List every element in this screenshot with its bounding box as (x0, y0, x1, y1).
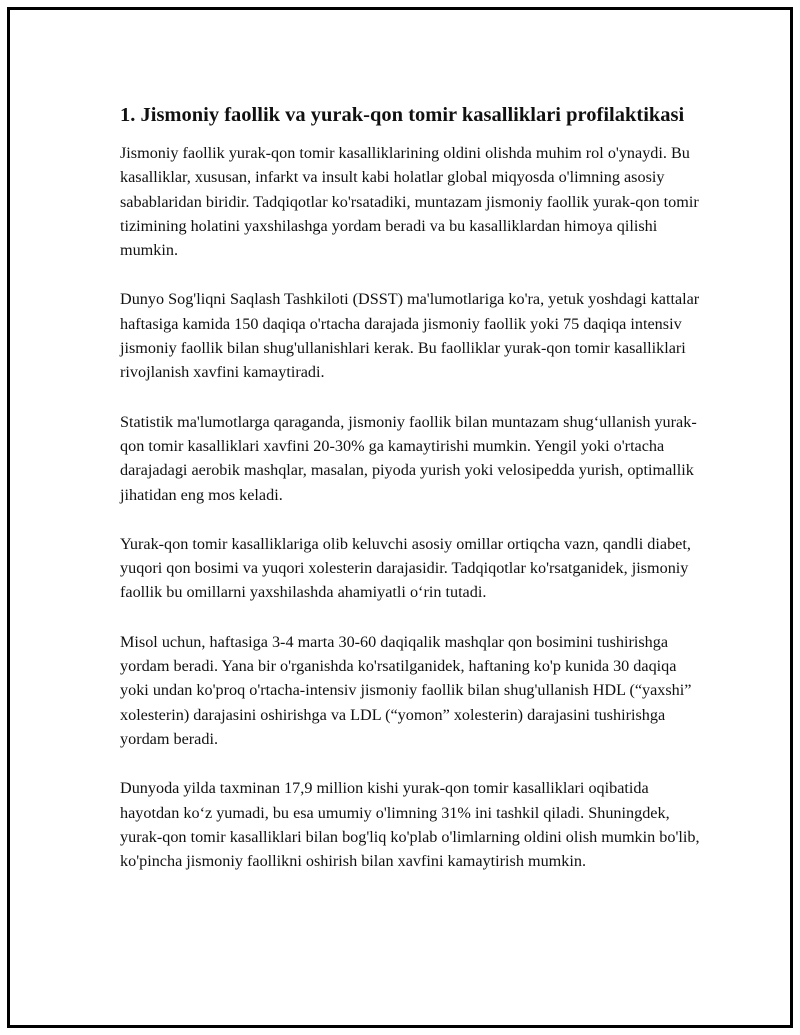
paragraph-mortality: Dunyoda yilda taxminan 17,9 million kishi yurak-qon tomir kasalliklari oqibatida hayotdan ko‘z yumadi, bu esa umumiy o'limning 31% ini tashkil qiladi. Shuningdek, yurak-qon tomir kasalliklari bilan bog'liq ko'plab o'limlarning oldini olish mumkin bo'lib, ko'pincha jismoniy faollikni oshirish bilan xavfini kamaytirish mumkin. (120, 779, 700, 871)
paragraph-intro: Jismoniy faollik yurak-qon tomir kasalliklarining oldini olishda muhim rol o'ynaydi. Bu kasalliklar, xususan, infarkt va insult kabi holatlar global miqyosda o'limning asosiy sabablaridan biridir. Tadqiqotlar ko'rsatadiki, muntazam jismoniy faollik yurak-qon tomir tizimining holatini yaxshilashga yordam beradi va bu kasalliklardan himoya qilishi mumkin. (120, 144, 699, 260)
document-body (120, 102, 700, 898)
page-frame (7, 7, 793, 1028)
paragraph-statistics: Statistik ma'lumotlarga qaraganda, jismoniy faollik bilan muntazam shug‘ullanish yurak-qon tomir kasalliklari xavfini 20-30% ga kamaytirishi mumkin. Yengil yoki o'rtacha darajadagi aerobik mashqlar, masalan, piyoda yurish yoki velosipedda yurish, optimallik jihatidan eng mos keladi. (120, 412, 697, 504)
paragraph-risk-factors: Yurak-qon tomir kasalliklariga olib keluvchi asosiy omillar ortiqcha vazn, qandli diabet, yuqori qon bosimi va yuqori xolesterin darajasidir. Tadqiqotlar ko'rsatganidek, jismoniy faollik bu omillarni yaxshilashda ahamiyatli o‘rin tutadi. (120, 534, 691, 602)
paragraph-who-recommendation: Dunyo Sog'liqni Saqlash Tashkiloti (DSST) ma'lumotlariga ko'ra, yetuk yoshdagi kattalar haftasiga kamida 150 daqiqa o'rtacha darajada jismoniy faollik yoki 75 daqiqa intensiv jismoniy faollik bilan shug'ullanishlari kerak. Bu faolliklar yurak-qon tomir kasalliklari rivojlanish xavfini kamaytiradi. (120, 290, 700, 382)
paragraph-example: Misol uchun, haftasiga 3-4 marta 30-60 daqiqalik mashqlar qon bosimini tushirishga yordam beradi. Yana bir o'rganishda ko'rsatilganidek, haftaning ko'p kunida 30 daqiqa yoki undan ko'proq o'rtacha-intensiv jismoniy faollik bilan shug'ullanish HDL (“yaxshi” xolesterin) darajasini oshirishga va LDL (“yomon” xolesterin) darajasini tushirishga yordam beradi. (120, 632, 692, 748)
section-heading: 1. Jismoniy faollik va yurak-qon tomir kasalliklari profilaktikasi (120, 104, 685, 126)
